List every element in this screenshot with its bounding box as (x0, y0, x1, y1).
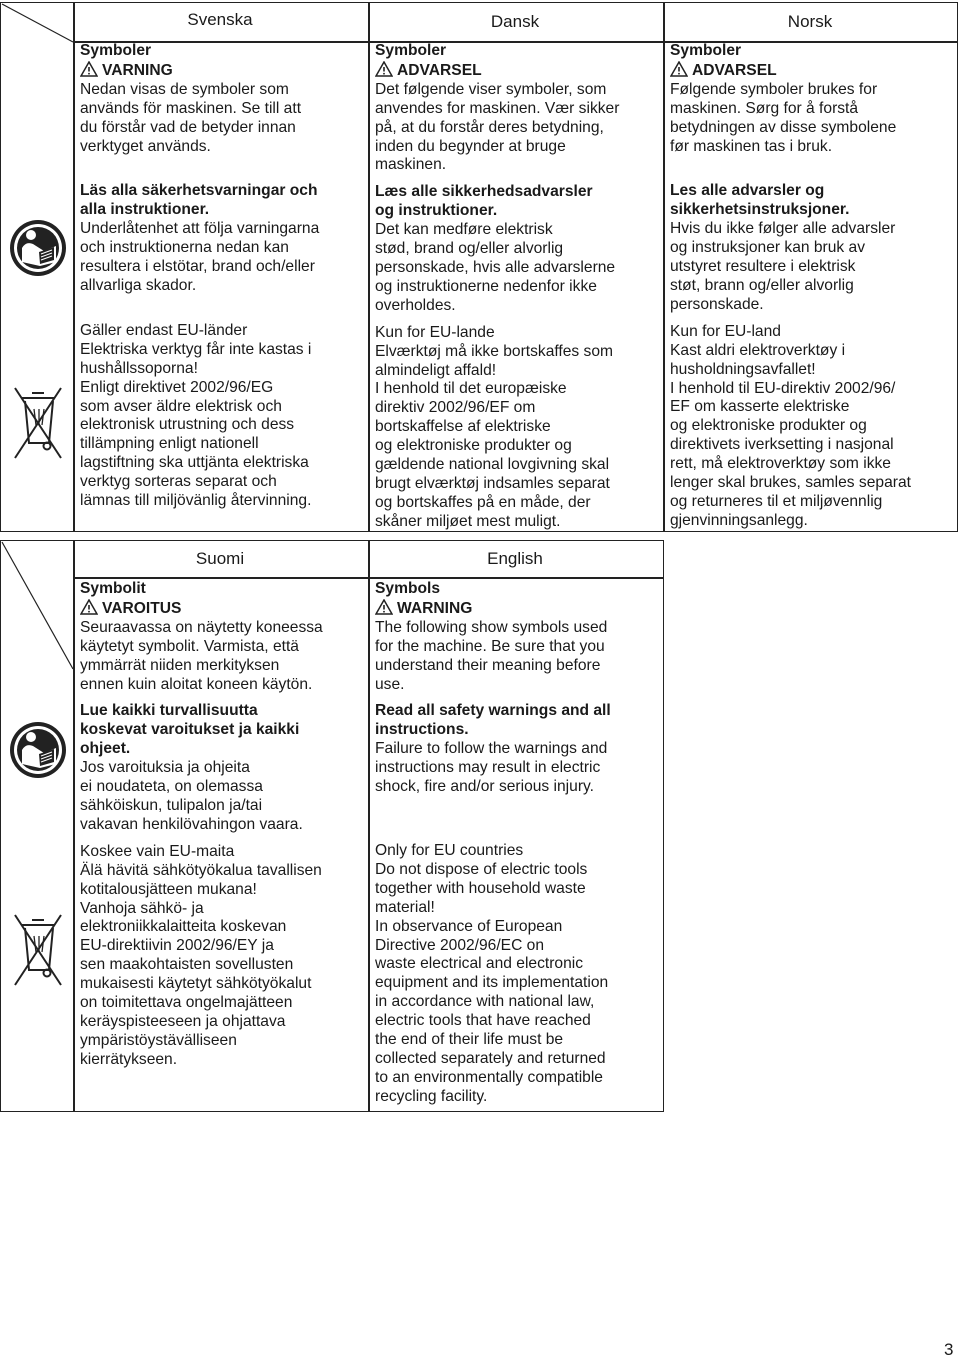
body-line: gjenvinningsanlegg. (670, 511, 808, 529)
body-line: Gäller endast EU-länder (80, 321, 248, 339)
body-line: overholdes. (375, 296, 456, 314)
bold-line: og instruktioner. (375, 202, 498, 220)
body-line: In observance of European (375, 917, 563, 935)
body-line: collected separately and returned (375, 1049, 606, 1067)
body-line: betydningen av disse symbolene (670, 118, 897, 136)
body-line: Underlåtenhet att följa varningarna (80, 220, 320, 238)
body-line: understand their meaning before (375, 656, 601, 674)
body-line: på, at du forstår deres betydning, (375, 118, 604, 136)
lang-heading-english: English (487, 549, 543, 568)
symbols-section (670, 42, 955, 156)
body-line: the end of their life must be (375, 1031, 564, 1049)
body-line: husholdningsavfallet! (670, 360, 816, 378)
body-line: og elektroniske produkter og (670, 417, 867, 435)
body-line: direktivets iverksetting i nasjonal (670, 436, 894, 454)
body-line: kotitalousjätteen mukana! (80, 880, 257, 898)
col-norsk (670, 42, 955, 539)
body-line: The following show symbols used (375, 618, 608, 636)
eu-disposal-section (670, 323, 955, 531)
bold-line: instructions. (375, 721, 469, 739)
body-line: lenger skal brukes, samles separat (670, 474, 911, 492)
warning-label: ADVARSEL (670, 61, 955, 81)
read-manual-icon (8, 218, 68, 278)
col-english (375, 580, 660, 1115)
symbols-title: Symboler (670, 42, 742, 59)
warning-label: WARNING (375, 599, 660, 619)
body-line: Jos varoituksia ja ohjeita (80, 759, 250, 777)
bold-line: koskevat varoitukset ja kaikki (80, 721, 300, 739)
lang-heading-svenska: Svenska (187, 10, 253, 29)
bold-line: sikkerhetsinstruksjoner. (670, 201, 850, 219)
body-line: utstyret resultere i elektrisk (670, 258, 856, 276)
eu-disposal-section (375, 842, 660, 1107)
body-line: brugt elværktøj indsamles separat (375, 474, 610, 492)
warning-label: ADVARSEL (375, 61, 660, 81)
body-line: Älä hävitä sähkötyökalua tavallisen (80, 861, 322, 879)
col-dansk (375, 42, 660, 540)
body-line: I henhold til det europæiske (375, 380, 567, 398)
body-line: ympäristöystävälliseen (80, 1031, 237, 1049)
body-line: gældende national lovgivning skal (375, 456, 610, 474)
body-line: Do not dispose of electric tools (375, 860, 588, 878)
bold-line: alla instruktioner. (80, 201, 210, 219)
body-line: tillämpning enligt nationell (80, 435, 259, 453)
body-line: sen maakohtaisten sovellusten (80, 956, 294, 974)
eu-disposal-section (375, 324, 660, 532)
body-line: Nedan visas de symboler som (80, 80, 289, 98)
body-line: equipment and its implementation (375, 974, 609, 992)
body-line: I henhold til EU-direktiv 2002/96/ (670, 379, 896, 397)
body-line: du förstår vad de betyder innan (80, 118, 296, 136)
body-line: Elværktøj må ikke bortskaffes som (375, 342, 614, 360)
body-line: kierrätykseen. (80, 1050, 178, 1068)
bold-line: ohjeet. (80, 740, 131, 758)
body-line: waste electrical and electronic (375, 955, 584, 973)
body-line: electric tools that have reached (375, 1012, 591, 1030)
header-diagonal (1, 3, 74, 43)
body-line: instructions may result in electric (375, 759, 601, 777)
body-line: anvendes for maskinen. Vær sikker (375, 99, 620, 117)
warning-triangle-icon (80, 599, 98, 615)
read-instructions-section (670, 182, 955, 314)
body-line: sähköiskun, tulipalon ja/tai (80, 796, 263, 814)
eu-disposal-section (80, 843, 365, 1070)
read-instructions-section (375, 183, 660, 315)
body-line: Kun for EU-land (670, 322, 781, 340)
warning-triangle-icon (375, 61, 393, 77)
body-line: personskade, hvis alle advarslerne (375, 258, 616, 276)
body-line: verktyg sorteras separat och (80, 473, 277, 491)
body-line: vakavan henkilövahingon vaara. (80, 815, 303, 833)
lang-heading-suomi: Suomi (195, 549, 245, 568)
body-line: mukaisesti käytetyt sähkötyökalut (80, 975, 312, 993)
body-line: käytetyt symbolit. Varmista, että (80, 637, 299, 655)
body-line: lagstiftning ska uttjänta elektriska (80, 454, 309, 472)
body-line: resultera i elstötar, brand och/eller (80, 258, 315, 276)
page-number: 3 (944, 1340, 954, 1359)
body-line: Failure to follow the warnings and (375, 740, 608, 758)
body-line: ei noudateta, on olemassa (80, 778, 263, 796)
bold-line: Läs alla säkerhetsvarningar och (80, 182, 318, 200)
bold-line: Les alle advarsler og (670, 182, 825, 200)
read-instructions-section (375, 702, 660, 797)
symbols-section (80, 580, 365, 694)
symbols-section (375, 42, 660, 175)
body-line: EU-direktiivin 2002/96/EY ja (80, 937, 274, 955)
body-line: elektronisk utrustning och dess (80, 416, 295, 434)
body-line: støt, brann og/eller alvorlig (670, 276, 854, 294)
body-line: to an environmentally compatible (375, 1068, 603, 1086)
body-line: før maskinen tas i bruk. (670, 137, 833, 155)
body-line: og elektroniske produkter og (375, 437, 572, 455)
read-instructions-section (80, 702, 365, 834)
body-line: Seuraavassa on näytetty koneessa (80, 618, 323, 636)
body-line: in accordance with national law, (375, 993, 595, 1011)
col-suomi (80, 580, 365, 1078)
body-line: use. (375, 675, 405, 693)
bold-line: Read all safety warnings and all (375, 702, 611, 720)
body-line: material! (375, 898, 435, 916)
body-line: lämnas till miljövänlig återvinning. (80, 492, 312, 510)
col-svenska (80, 42, 365, 519)
body-line: Elektriska verktyg får inte kastas i (80, 340, 312, 358)
body-line: Enligt direktivet 2002/96/EG (80, 378, 274, 396)
warning-triangle-icon (670, 61, 688, 77)
body-line: personskade. (670, 295, 764, 313)
body-line: maskinen. (375, 156, 447, 174)
warning-triangle-icon (80, 61, 98, 77)
body-line: Kun for EU-lande (375, 323, 495, 341)
body-line: används för maskinen. Se till att (80, 99, 302, 117)
symbols-section (375, 580, 660, 694)
body-line: skåner miljøet mest muligt. (375, 512, 561, 530)
bold-line: Lue kaikki turvallisuutta (80, 702, 258, 720)
lang-heading-dansk: Dansk (490, 12, 540, 31)
body-line: EF om kasserte elektriske (670, 398, 850, 416)
body-line: shock, fire and/or serious injury. (375, 778, 594, 796)
body-line: Det kan medføre elektrisk (375, 221, 553, 239)
body-line: Vanhoja sähkö- ja (80, 899, 204, 917)
warning-label: VARNING (80, 61, 365, 81)
body-line: keräyspisteeseen ja ohjattava (80, 1012, 286, 1030)
body-line: maskinen. Sørg for å forstå (670, 99, 859, 117)
body-line: Only for EU countries (375, 841, 524, 859)
body-line: Følgende symboler brukes for (670, 80, 878, 98)
body-line: verktyget används. (80, 137, 211, 155)
body-line: og returneres til et miljøvennlig (670, 492, 883, 510)
crossed-out-wheelie-bin-icon (12, 912, 64, 988)
body-line: allvarliga skador. (80, 276, 197, 294)
crossed-out-wheelie-bin-icon (12, 385, 64, 461)
body-line: together with household waste (375, 879, 586, 897)
body-line: og instruksjoner kan bruk av (670, 239, 866, 257)
body-line: og bortskaffes på en måde, der (375, 493, 591, 511)
body-line: rett, må elektroverktøy som ikke (670, 455, 891, 473)
body-line: Det følgende viser symboler, som (375, 80, 607, 98)
read-manual-icon (8, 720, 68, 780)
symbols-title: Symbolit (80, 580, 146, 597)
body-line: Directive 2002/96/EC on (375, 936, 545, 954)
body-line: stød, brand og/eller alvorlig (375, 240, 564, 258)
read-instructions-section (80, 182, 365, 295)
warning-triangle-icon (375, 599, 393, 615)
body-line: ymmärrät niiden merkityksen (80, 656, 280, 674)
body-line: og instruktionerne nedenfor ikke (375, 277, 597, 295)
body-line: ennen kuin aloitat koneen käytön. (80, 675, 313, 693)
body-line: bortskaffelse af elektriske (375, 418, 551, 436)
eu-disposal-section (80, 322, 365, 511)
body-line: hushållssoporna! (80, 359, 198, 377)
symbols-title: Symboler (80, 42, 152, 59)
body-line: on toimitettava ongelmajätteen (80, 994, 293, 1012)
body-line: inden du begynder at bruge (375, 137, 566, 155)
warning-label: VAROITUS (80, 599, 365, 619)
body-line: Hvis du ikke følger alle advarsler (670, 220, 896, 238)
body-line: som avser äldre elektrisk och (80, 397, 282, 415)
symbols-section (80, 42, 365, 156)
body-line: Koskee vain EU-maita (80, 842, 235, 860)
body-line: for the machine. Be sure that you (375, 637, 605, 655)
lang-heading-norsk: Norsk (787, 12, 833, 31)
header-diagonal (1, 541, 74, 671)
body-line: almindeligt affald! (375, 361, 497, 379)
symbols-title: Symbols (375, 580, 440, 597)
symbols-title: Symboler (375, 42, 447, 59)
body-line: elektroniikkalaitteita koskevan (80, 918, 287, 936)
bold-line: Læs alle sikkerhedsadvarsler (375, 183, 593, 201)
body-line: recycling facility. (375, 1087, 488, 1105)
body-line: och instruktionerna nedan kan (80, 239, 289, 257)
body-line: Kast aldri elektroverktøy i (670, 341, 846, 359)
body-line: direktiv 2002/96/EF om (375, 399, 536, 417)
